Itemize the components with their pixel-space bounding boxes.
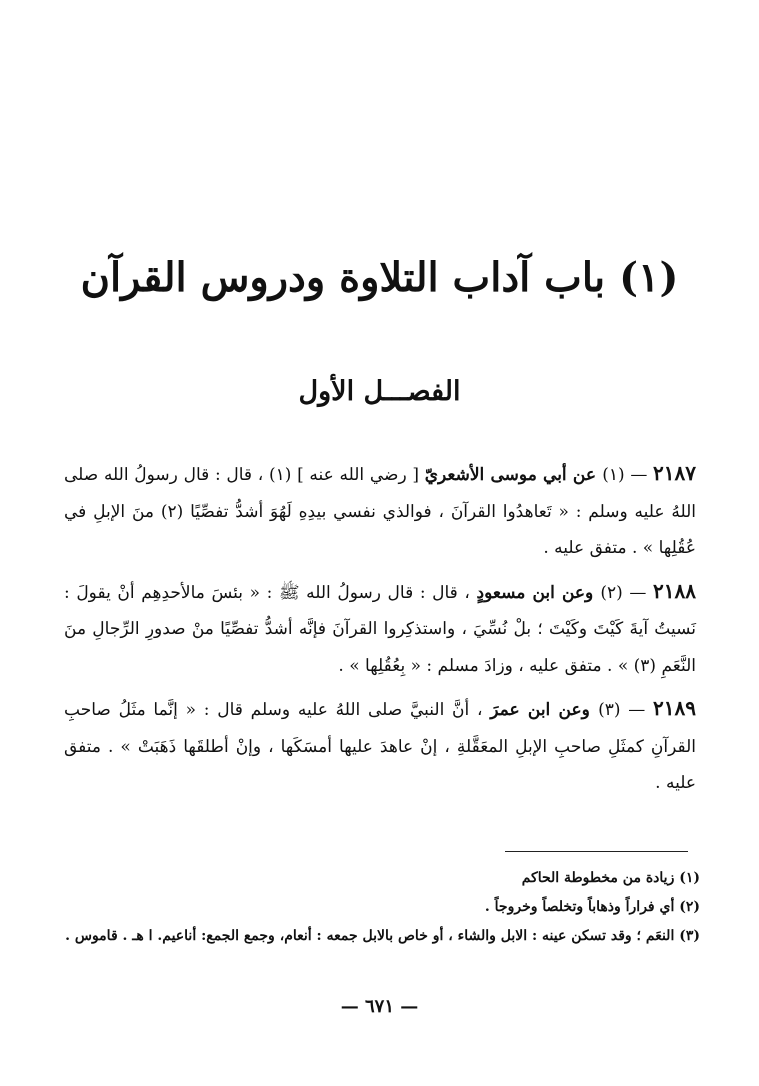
hadith-separator: —	[622, 582, 654, 603]
footnotes	[60, 864, 700, 951]
hadith-text: [ رضي الله عنه ] (١) ، قال : قال رسولُ الله صلى اللهُ عليه وسلم : « تَعاهدُوا القرآنَ ، فوالذي نفسي بيدِهِ لَهُوَ أشدُّ تفصِّيًا (٢) منَ الإبلِ في عُقُلِها » . متفق عليه .	[64, 465, 696, 558]
hadith-2189	[64, 690, 696, 802]
hadith-ref: (١)	[602, 465, 625, 485]
page-number: — ٦٧١ —	[340, 996, 419, 1017]
hadith-narrator: عن أبي موسى الأشعريّ	[424, 465, 603, 485]
footnote-1: (١) زيادة من مخطوطة الحاكم	[521, 870, 700, 886]
footnote-3: (٣) النعَم ؛ وقد تسكن عينه : الابل والشاء ، أو خاص بالابل جمعه : أنعام، وجمع الجمع: أناعيم. ا هـ . قاموس .	[65, 928, 700, 944]
hadith-2188	[64, 573, 696, 685]
hadith-2187	[64, 455, 696, 567]
hadith-narrator: وعن ابن عمرَ	[490, 700, 599, 720]
hadith-ref: (٢)	[600, 582, 623, 603]
hadith-number: ٢١٨٨	[653, 578, 696, 603]
section-title: الفصـــل الأول	[298, 376, 461, 407]
hadith-body	[64, 455, 696, 802]
hadith-ref: (٣)	[598, 700, 621, 720]
hadith-number: ٢١٨٩	[653, 696, 697, 720]
hadith-text: ، قال : قال رسولُ الله ﷺ : « بئسَ مالأحدِهِم أنْ يقولَ : نَسيتُ آيةَ كَيْتَ وكَيْتَ ؛ بلْ نُسِّيَ ، واستذكِروا القرآنَ فإنَّه أشدُّ تفصِّيًا منْ صدورِ الرِّجالِ منَ النَّعَمِ (٣) » . متفق عليه ، وزادَ مسلم : « بِعُقُلِها » .	[64, 582, 696, 676]
hadith-separator: —	[620, 700, 654, 720]
footnote-divider	[505, 851, 688, 852]
chapter-title: (١) باب آداب التلاوة ودروس القرآن	[80, 254, 679, 301]
footnote-2: (٢) أي فراراً وذهاباً وتخلصاً وخروجاً .	[484, 899, 700, 915]
hadith-narrator: وعن ابن مسعودٍ	[476, 582, 601, 603]
hadith-number: ٢١٨٧	[653, 461, 696, 485]
hadith-text: ، أنَّ النبيَّ صلى اللهُ عليه وسلم قال : « إنَّما مثَلُ صاحبِ القرآنِ كمثَلِ صاحبِ الإبلِ المعَقَّلةِ ، إنْ عاهدَ عليها أمسَكَها ، وإنْ أطلقَها ذَهَبَتْ » . متفق عليه .	[64, 700, 696, 793]
hadith-separator: —	[624, 465, 654, 485]
